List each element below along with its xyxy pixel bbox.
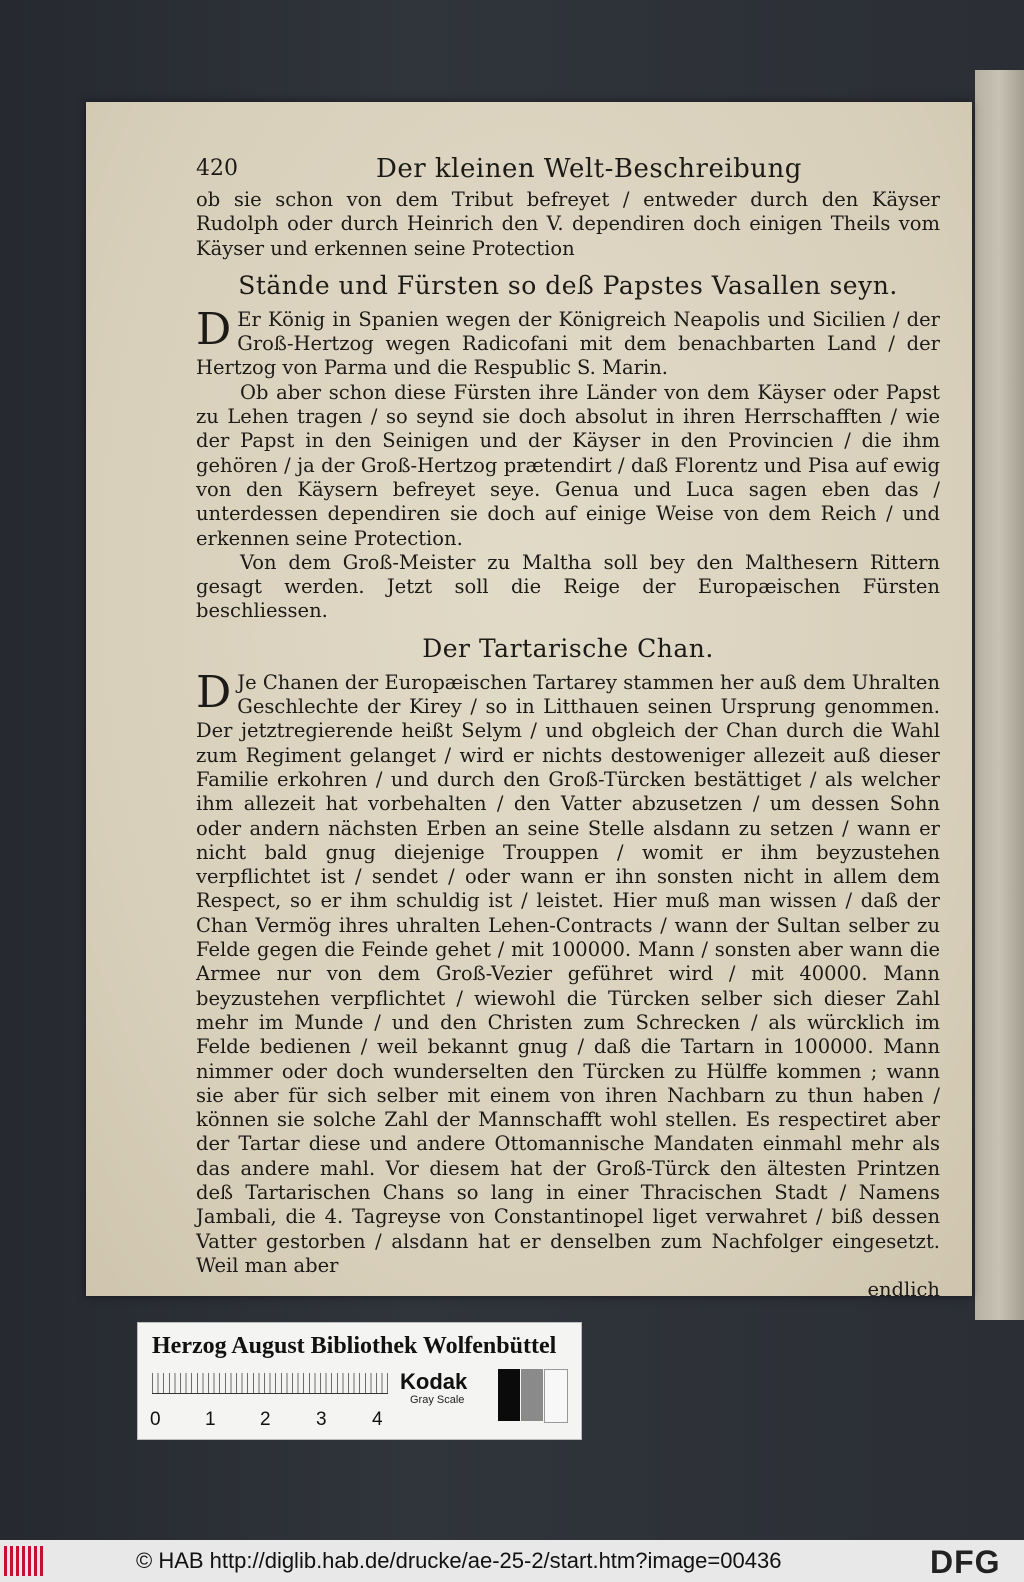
ruler bbox=[150, 1373, 392, 1430]
section-heading: Der Tartarische Chan. bbox=[422, 633, 714, 663]
running-title: Der kleinen Welt-Beschreibung bbox=[376, 154, 802, 184]
page-number: 420 bbox=[196, 156, 238, 181]
grayscale-label: Gray Scale bbox=[410, 1394, 465, 1406]
barcode-icon bbox=[4, 1546, 46, 1576]
paragraph: DEr König in Spanien wegen der Königreich Neapolis und Sicilien / der Groß-Hertzog wegen Radicofani mit dem benachbarten Land / der Hertzog von Parma und die Respublic S. Marin. bbox=[196, 303, 940, 380]
gray-patch-white bbox=[544, 1369, 568, 1423]
page-text-block bbox=[196, 154, 940, 1302]
gray-patch-mid bbox=[521, 1369, 543, 1421]
color-target-card bbox=[137, 1322, 582, 1440]
library-name: Herzog August Bibliothek Wolfenbüttel bbox=[152, 1333, 557, 1359]
ruler-number: 2 bbox=[260, 1409, 271, 1430]
next-page-edge bbox=[975, 70, 1024, 1320]
ruler-number: 1 bbox=[205, 1409, 216, 1430]
kodak-label: Kodak bbox=[400, 1369, 468, 1394]
ruler-ticks bbox=[152, 1373, 388, 1393]
gray-patch-black bbox=[498, 1369, 520, 1421]
paragraph: ob sie schon von dem Tribut befreyet / entweder durch den Käyser Rudolph oder durch Heinrich den V. dependiren doch einigen Theils vom Käyser und erkennen seine Protection bbox=[196, 188, 940, 260]
dfg-logo: DFG bbox=[930, 1544, 1001, 1580]
section-heading: Stände und Fürsten so deß Papstes Vasallen seyn. bbox=[238, 270, 898, 300]
copyright-link[interactable]: © HAB http://diglib.hab.de/drucke/ae-25-2/start.htm?image=00436 bbox=[136, 1548, 782, 1573]
ruler-number: 4 bbox=[372, 1409, 383, 1430]
ruler-number: 0 bbox=[150, 1409, 161, 1430]
ruler-base-line bbox=[152, 1393, 388, 1394]
paragraph: Ob aber schon diese Fürsten ihre Länder von dem Käyser oder Papst zu Lehen tragen / so seynd sie doch absolut in ihren Herrschafften / wie der Papst in den Seinigen und der Käyser in den Provincien / die ihm gehören / ja der Groß-Hertzog prætendirt / daß Florentz und Pisa auf ewig von den Käysern befreyet seye. Genua und Luca sagen eben das / unterdessen dependiren sie doch auf einige Weise von dem Reich / und erkennen seine Protection. bbox=[196, 380, 940, 550]
paragraph: DJe Chanen der Europæischen Tartarey stammen her auß dem Uhralten Geschlechte der Kirey / so in Litthauen seinen Ursprung genommen. Der jetztregierende heißt Selym / und obgleich der Chan durch die Wahl zum Regiment gelanget / wird er nichts destoweniger allezeit auß dieser Familie erkohren / und durch den Groß-Türcken bestättiget / als welcher ihm allezeit hat vorbehalten / den Vatter abzusetzen / um dessen Sohn oder andern nächsten Erben an seine Stelle alsdann zu setzen / wann er nicht bald gnug diejenige Trouppen / womit er ihm beyzustehen verpflichtet ist / sendet / oder wann er ihn sonsten nicht in allem dem Respect, so er ihm schuldig ist / leistet. Hier muß man wissen / daß der Chan Vermög ihres uhralten Lehen-Contracts / wann der Sultan selber zu Felde gegen die Feinde gehet / mit 100000. Mann / sonsten aber wann die Armee nur von dem Groß-Vezier geführet wird / mit 40000. Mann beyzustehen verpflichtet / wiewohl die Türcken selber sich dieser Zahl mehr im Munde / und den Christen zum Schrecken / als würcklich im Felde bedienen / weil bekannt gnug / daß die Tartarn in 100000. Mann nimmer oder doch wunderselten den Türcken zu Hülffe kommen ; wann sie aber für sich selber mit einem von ihren Nachbarn zu thun haben / können sie solche Zahl der Mannschafft wohl stellen. Es respectiret aber der Tartar diese und andere Ottomannische Mandaten einmahl mehr als das andere mahl. Vor diesem hat der Groß-Türck den ältesten Printzen deß Tartarischen Chans so lang in einer Thracischen Stadt / Namens Jambali, die 4. Tagreyse von Constantinopel liget verwahret / biß dessen Vatter gestorben / alsdann hat er denselben zum Nachfolger eingesetzt. Weil man aber bbox=[196, 666, 940, 1277]
page-header bbox=[196, 154, 940, 188]
book-page bbox=[86, 102, 972, 1302]
ruler-number: 3 bbox=[316, 1409, 327, 1430]
catchword: endlich bbox=[867, 1278, 940, 1302]
paragraph: Von dem Groß-Meister zu Maltha soll bey den Malthesern Rittern gesagt werden. Jetzt soll die Reige der Europæischen Fürsten beschliessen. bbox=[196, 550, 940, 623]
footer-bar bbox=[0, 1540, 1024, 1582]
